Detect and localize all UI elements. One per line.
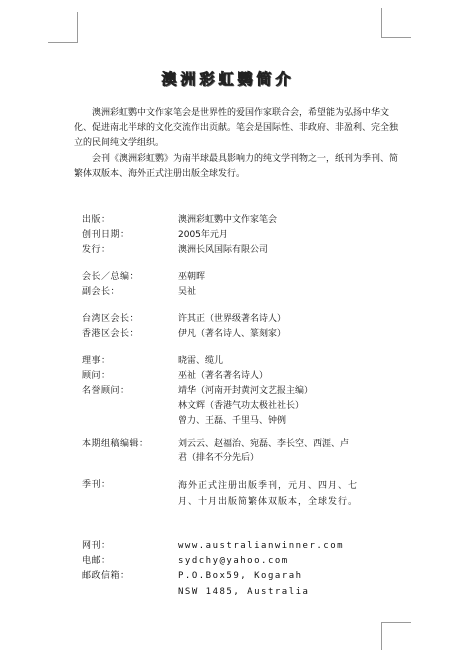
info-value: 海外正式注册出版季刊，元月、四月、七月、十月出版简繁体双版本，全球发行。 <box>178 481 359 507</box>
info-value: 伊凡（著名诗人、篆刻家） <box>178 329 287 339</box>
page-title: 澳洲彩虹鹦简介 <box>161 70 295 88</box>
info-value: 刘云云、赵福治、宛磊、李长空、西涯、卢君（排名不分先后） <box>178 439 350 463</box>
info-label: 发行： <box>82 245 111 255</box>
info-label: 香港区会长： <box>82 329 140 339</box>
crop-mark-top-right-h <box>381 37 411 38</box>
info-value-list <box>178 569 388 599</box>
info-label: 台湾区会长： <box>82 314 140 324</box>
honorary-advisor-line: 曾力、王磊、千里马、钟例 <box>178 416 287 426</box>
info-value: 巫祉（著名著名诗人） <box>178 371 269 381</box>
website-link[interactable]: www.australianwinner.com <box>178 541 345 551</box>
info-label: 本期组稿编辑： <box>82 439 149 449</box>
info-label: 网刊： <box>82 541 111 551</box>
info-label: 电邮： <box>82 556 111 566</box>
info-label: 出版： <box>82 215 111 225</box>
info-value: 吴祉 <box>178 287 197 297</box>
crop-mark-bottom-right-h <box>381 622 411 623</box>
info-label: 会长／总编： <box>82 272 140 282</box>
honorary-advisor-line: 林文辉（香港气功太极社社长） <box>178 401 305 411</box>
crop-mark-top-left-h <box>48 42 78 43</box>
info-label: 邮政信箱： <box>82 571 130 581</box>
info-label: 季刊： <box>82 480 111 490</box>
intro-section <box>74 106 404 182</box>
info-label: 名誉顾问： <box>82 386 130 396</box>
info-value: 2005年元月 <box>178 230 228 240</box>
info-label: 顾问： <box>82 371 111 381</box>
intro-paragraph-1: 澳洲彩虹鹦中文作家笔会是世界性的爱国作家联合会，希望能为弘扬中华文化、促进南北半球的文化交流作出贡献。笔会是国际性、非政府、非盈利、完全独立的民间纯文学组织。 <box>74 108 399 148</box>
email-link[interactable]: sydchy@yahoo.com <box>178 556 289 566</box>
info-value: 巫朝晖 <box>178 272 206 282</box>
info-value: 晓雷、缆儿 <box>178 356 224 366</box>
info-value: 澳洲彩虹鹦中文作家笔会 <box>178 215 278 225</box>
crop-mark-top-left-v <box>77 12 78 42</box>
info-value: 许其正（世界级著名诗人） <box>178 314 287 324</box>
crop-mark-top-right-v <box>381 8 382 38</box>
info-value-list <box>178 384 388 428</box>
address-line: NSW 1485, Australia <box>178 587 310 597</box>
address-line: P.O.Box59, Kogarah <box>178 571 303 581</box>
info-label: 创刊日期： <box>82 230 130 240</box>
info-label: 理事： <box>82 356 111 366</box>
info-value: 澳洲长风国际有限公司 <box>178 245 269 255</box>
crop-mark-bottom-right-v <box>381 622 382 650</box>
intro-paragraph-2: 会刊《澳洲彩虹鹦》为南半球最具影响力的纯文学刊物之一，纸刊为季刊、简繁体双版本、海外正式注册出版全球发行。 <box>74 154 399 179</box>
honorary-advisor-line: 靖华（河南开封黄河文艺报主编） <box>178 386 314 396</box>
info-label: 副会长： <box>82 287 121 297</box>
